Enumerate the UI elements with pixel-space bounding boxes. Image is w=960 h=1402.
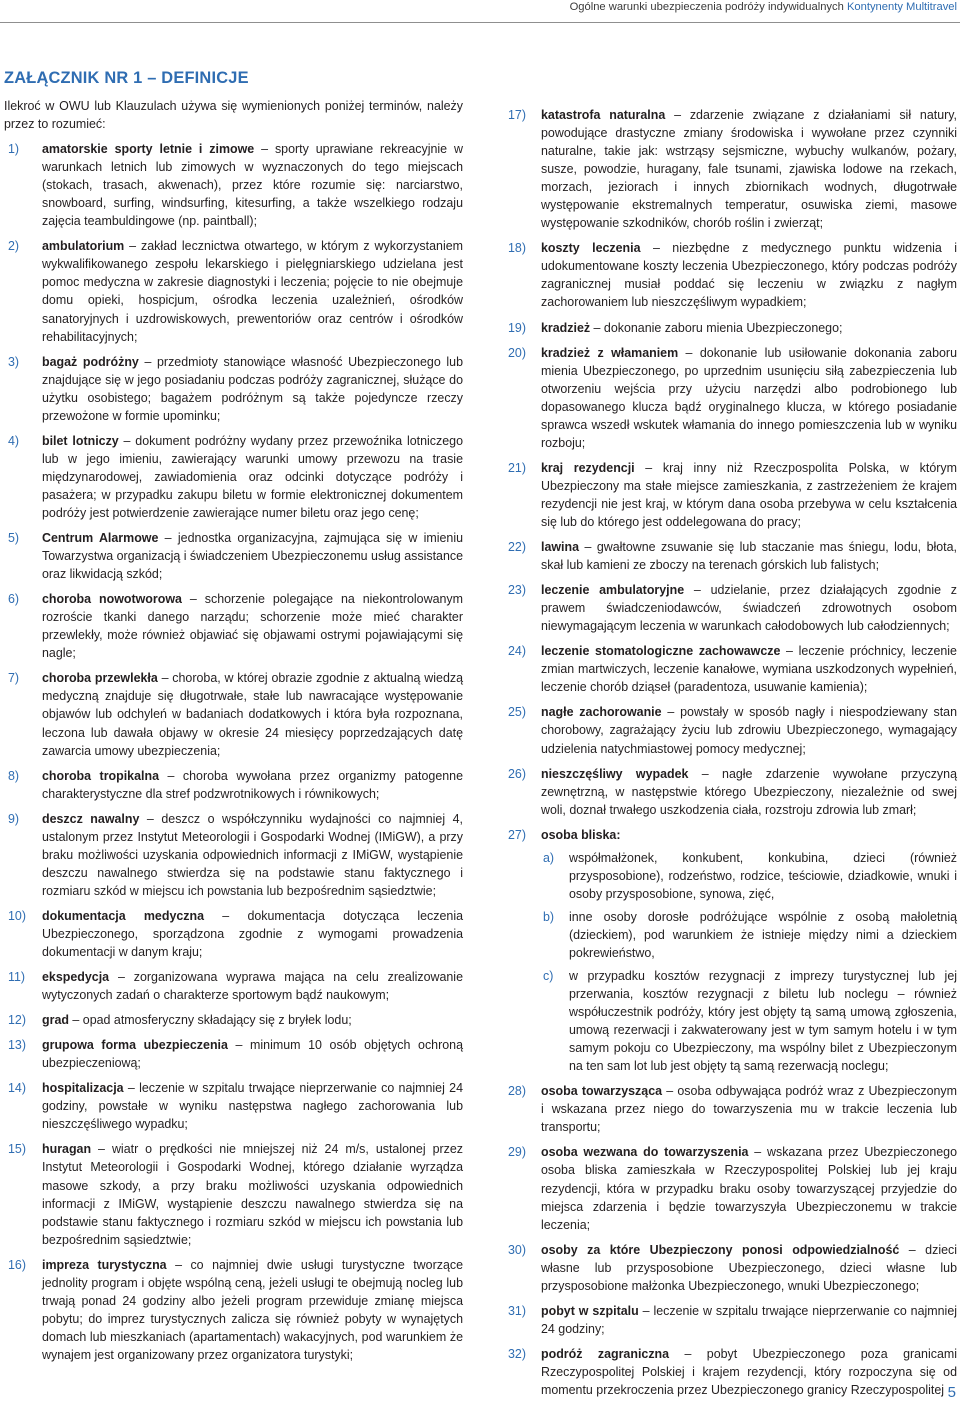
header-product-name: Kontynenty Multitravel (846, 1, 957, 13)
definition-body (42, 590, 463, 662)
definition-body (541, 1345, 957, 1399)
definition-item (503, 459, 957, 531)
definition-term: koszty leczenia (541, 241, 641, 256)
definition-item (503, 106, 957, 232)
definition-item (503, 1241, 957, 1295)
definition-number: 20) (508, 345, 526, 360)
definition-body (541, 826, 957, 844)
definition-item (503, 1082, 957, 1136)
definition-text: – wiatr o prędkości nie mniejszej niż 24 m/s, ustalonej przez Instytut Meteorologii i Gospodarki Wodnej, którego działanie wyrządza masowe szkody, a przy braku możliwości uzyskania odpowiednich informacji z IMiGW, wystąpienie deszczu nawalnego stwierdza się na podstawie stanu faktycznego i rozmiaru szkód w miejscu ich powstania lub bezpośrednim sąsiedztwie; (42, 1142, 463, 1247)
definition-text: – deszcz o współczynniku wydajności co najmniej 4, ustalonym przez Instytut Meteorologii i Gospodarki Wodnej (IMiGW), a przy braku możliwości uzyskania odpowiednich informacji z IMiGW, wystąpienie deszczu nawalnego stwierdza się na podstawie stanu faktycznego i rozmiaru szkód w miejscu ich powstania lub bezpośrednim sąsiedztwie; (42, 811, 463, 898)
definition-number: 2) (8, 239, 20, 254)
definition-body (42, 1079, 463, 1133)
definition-term: hospitalizacja (42, 1081, 124, 1096)
definition-text: – choroba, w której obrazie zgodnie z aktualną wiedzą medyczną znajduje się długotrwałe, stałe lub nawracające występowanie objawów lub odchyleń w badaniach dodatkowych i która była rozpoznana, leczona lub dawała objawy w okresie 24 miesięcy poprzedzających datę zawarcia umowy ubezpieczenia; (42, 671, 463, 758)
definition-body (42, 529, 463, 583)
definition-number: 24) (508, 644, 526, 659)
definition-term: osoba towarzysząca (541, 1084, 663, 1099)
right-column (503, 106, 957, 1399)
definition-body (541, 1241, 957, 1295)
definition-term: Centrum Alarmowe (42, 531, 159, 546)
definition-subitem (541, 967, 957, 1075)
definition-body (42, 907, 463, 961)
definition-item (4, 1036, 463, 1072)
definition-term: choroba przewlekła (42, 671, 158, 686)
subitem-letter: c) (543, 969, 554, 984)
definition-term: osoba wezwana do towarzyszenia (541, 1145, 749, 1160)
definition-term: podróż zagraniczna (541, 1346, 670, 1361)
definition-number: 17) (508, 108, 526, 122)
subitem-text: współmałżonek, konkubent, konkubina, dzieci (również przysposobione), rodzeństwo, rodzice, teściowie, dziadkowie, wnuki i osoby przysposobione, synowa, zięć, (569, 850, 957, 901)
definition-body (42, 1140, 463, 1248)
definition-term: dokumentacja medyczna (42, 908, 205, 923)
subitem-letter: b) (543, 909, 555, 924)
definition-number: 15) (8, 1142, 26, 1157)
definition-term: osoba bliska: (541, 827, 621, 842)
definition-term: grupowa forma ubezpieczenia (42, 1038, 228, 1053)
definition-body (541, 1082, 957, 1136)
definition-item (4, 237, 463, 345)
definition-item (503, 319, 957, 337)
definition-item (4, 1011, 463, 1029)
definition-number: 4) (8, 433, 20, 448)
definition-body (541, 538, 957, 574)
left-column (4, 97, 463, 1364)
definition-term: grad (42, 1013, 69, 1028)
definition-term: pobyt w szpitalu (541, 1303, 639, 1318)
definition-number: 3) (8, 354, 20, 369)
definition-text: – dokonanie zaboru mienia Ubezpieczonego; (590, 320, 843, 335)
definition-item (4, 140, 463, 230)
definition-item (4, 1256, 463, 1364)
definition-term: bilet lotniczy (42, 433, 119, 448)
definition-body (541, 642, 957, 696)
header-document-name: Ogólne warunki ubezpieczenia podróży indywidualnych (569, 1, 844, 13)
definition-text: – pobyt Ubezpieczonego poza granicami Rzeczypospolitej Polskiej i krajem rezydencji, który rozpoczyna się od momentu przekroczenia przez Ubezpieczonego granicy Rzeczypospolitej (541, 1346, 957, 1397)
definition-item (4, 767, 463, 803)
definition-term: kradzież (541, 320, 591, 335)
definition-number: 30) (508, 1242, 526, 1257)
definition-item (4, 529, 463, 583)
definition-body (42, 968, 463, 1004)
definition-term: ekspedycja (42, 970, 110, 985)
definition-body (541, 765, 957, 819)
definition-item (4, 810, 463, 900)
definition-number: 28) (508, 1084, 526, 1099)
definition-number: 11) (8, 970, 26, 985)
definition-term: kradzież z włamaniem (541, 345, 679, 360)
definition-text: – minimum 10 osób objętych ochroną ubezpieczeniową; (42, 1038, 463, 1071)
definition-term: kraj rezydencji (541, 460, 635, 475)
definition-number: 26) (508, 766, 526, 781)
definition-number: 32) (508, 1346, 526, 1361)
definition-text: – dokument podróżny wydany przez przewoźnika lotniczego lub w jego imieniu, zawierający warunki umowy przewozu na trasie międzynarodowej, zawiadomienia oraz odcinki dotyczące podróży i pasażera; w przypadku zakupu biletu w formie elektronicznej dokumentem podróży jest potwierdzenie zawierające numer biletu oraz jego cenę; (42, 433, 463, 520)
definition-body (541, 1143, 957, 1233)
definition-number: 31) (508, 1303, 526, 1318)
definition-item (503, 1143, 957, 1233)
definition-body (541, 1302, 957, 1338)
definition-text: – niezbędne z medycznego punktu widzenia i udokumentowane koszty leczenia Ubezpieczonego, który podczas podróży zagranicznej musiał poddać się leczeniu w związku z nagłym zachorowaniem lub nieszczęśliwym wypadkiem; (541, 241, 958, 310)
definition-item (503, 1345, 957, 1399)
definition-body (42, 669, 463, 759)
definition-body (42, 1011, 463, 1029)
definition-item (4, 968, 463, 1004)
definition-term: nieszczęśliwy wypadek (541, 766, 689, 781)
definition-number: 18) (508, 241, 526, 256)
definition-text: – leczenie w szpitalu trwające nieprzerwanie co najmniej 24 godziny; (541, 1303, 957, 1336)
definition-text: – zorganizowana wyprawa mająca na celu zrealizowanie wytyczonych zadań o charakterze sportowym bądź naukowym; (42, 970, 463, 1003)
intro-paragraph: Ilekroć w OWU lub Klauzulach używa się wymienionych poniżej terminów, należy przez to rozumieć: (4, 99, 463, 132)
definition-term: impreza turystyczna (42, 1257, 167, 1272)
definition-item (4, 669, 463, 759)
definition-term: katastrofa naturalna (541, 108, 666, 122)
definition-body (42, 810, 463, 900)
definition-item (503, 581, 957, 635)
definition-text: – opad atmosferyczny składający się z bryłek lodu; (68, 1013, 352, 1028)
definition-text: – sporty uprawiane rekreacyjnie w warunkach letnich lub zimowych w wyznaczonych do tego miejscach (stokach, trasach, akwenach), przez które rozumie się: narciarstwo, snowboard, surfing, windsurfing, kitesurfing, a także wszelkiego rodzaju zajęcia teambuldingowe (np. paintball); (42, 142, 463, 229)
definition-text: – dzieci własne lub przysposobione Ubezpieczonego, dzieci własne lub przysposobione małżonka Ubezpieczonego, wnuki Ubezpieczonego; (541, 1242, 957, 1293)
definition-term: nagłe zachorowanie (541, 705, 662, 720)
header-divider (0, 22, 960, 23)
definition-number: 12) (8, 1013, 26, 1028)
definition-text: – wskazana przez Ubezpieczonego osoba bliska zamieszkała w Rzeczypospolitej Polskiej lub jej kraju rezydencji, która w przypadku braku osoby towarzyszącej przyjedzie do miejsca zdarzenia i będzie towarzyszyła Ubezpieczonemu w trakcie leczenia; (541, 1145, 957, 1232)
definition-list-right (503, 106, 957, 1399)
definition-body (541, 459, 957, 531)
definition-body (42, 767, 463, 803)
definition-item (503, 239, 957, 311)
definition-text: – jednostka organizacyjna, zajmująca się w imieniu Towarzystwa organizacją i świadczeniem Ubezpieczonemu usług assistance oraz likwidacją szkód; (42, 531, 463, 582)
definition-text: – leczenie w szpitalu trwające nieprzerwanie co najmniej 24 godziny, powstałe w wyniku następstwa nagłego zachorowania lub nieszczęśliwego wypadku; (42, 1081, 463, 1132)
definition-body (541, 581, 957, 635)
definition-term: amatorskie sporty letnie i zimowe (42, 142, 255, 157)
definition-list-left (4, 140, 463, 1364)
definition-body (541, 106, 957, 232)
page-number: 5 (947, 1384, 956, 1401)
definition-text: – zakład lecznictwa otwartego, w którym z wykorzystaniem wykwalifikowanego zespołu lekarskiego i pielęgniarskiego udzielana jest pomoc medyczna w zakresie diagnostyki i leczenia; pojęcie to nie obejmuje domu opieki, hospicjum, ośrodka leczenia uzależnień, ośrodków sanatoryjnych i uzdrowiskowych, prewentoriów oraz centrów i ośrodków rehabilitacyjnych; (42, 239, 463, 344)
definition-item (503, 344, 957, 452)
definition-term: leczenie ambulatoryjne (541, 583, 685, 598)
running-header (570, 0, 957, 14)
definition-item (503, 765, 957, 819)
definition-item (503, 538, 957, 574)
subitem-letter: a) (543, 850, 555, 865)
definition-number: 9) (8, 811, 20, 826)
definition-term: choroba nowotworowa (42, 592, 182, 607)
definition-item (503, 1302, 957, 1338)
definition-text: – osoba odbywająca podróż wraz z Ubezpieczonym i wskazana przez niego do towarzyszenia mu w trakcie leczenia lub transportu; (541, 1084, 958, 1135)
definition-term: osoby za które Ubezpieczony ponosi odpowiedzialność (541, 1242, 900, 1257)
definition-text: – gwałtowne zsuwanie się lub staczanie mas śniegu, lodu, błota, skał lub kamieni ze zboczy na terenach górskich lub falistych; (541, 540, 957, 573)
definition-term: bagaż podróżny (42, 354, 139, 369)
definition-body (42, 353, 463, 425)
definition-number: 1) (8, 142, 20, 157)
definition-body (541, 344, 957, 452)
definition-number: 14) (8, 1081, 26, 1096)
definition-number: 19) (508, 320, 526, 335)
definition-text: – dokonanie lub usiłowanie dokonania zaboru mienia Ubezpieczonego, po uprzednim usunięciu siłą zabezpieczenia lub otworzeniu wejścia przy użyciu narzędzi albo podrobionego lub dopasowanego klucza bądź oryginalnego klucza, w którego posiadanie sprawca wszedł wskutek włamania do innego pomieszczenia lub w wyniku rozboju; (541, 345, 957, 450)
subitem-text: w przypadku kosztów rezygnacji z imprezy turystycznej lub jej przerwania, kosztów rezygnacji z biletu lub noclegu – również współuczestnik podróży, który jest objęty tą samą umową zgłoszenia, umową rezerwacji i zakwaterowany jest w tym samym hotelu i w tym samym pokoju co Ubezpieczony, ma wspólny bilet z Ubezpieczonym na ten sam lot lub jest objęty tą samą rezerwacją noclegu; (569, 969, 957, 1074)
definition-subitem (541, 849, 957, 903)
definition-number: 23) (508, 583, 526, 598)
definition-text: – dokumentacja dotycząca leczenia Ubezpieczonego, sporządzona zgodnie z wymogami prowadzenia dokumentacji w danym kraju; (42, 908, 464, 960)
definition-item (4, 590, 463, 662)
definition-number: 5) (8, 531, 20, 546)
definition-body (42, 237, 463, 345)
page-title: ZAŁĄCZNIK NR 1 – DEFINICJE (4, 69, 249, 87)
subitem-text: inne osoby dorosłe podróżujące wspólnie z osobą małoletnią (dzieckiem), pod warunkiem że istnieje między nimi a dzieckiem pokrewieństwo, (569, 909, 957, 960)
definition-body (42, 1256, 463, 1364)
definition-item (503, 642, 957, 696)
definition-number: 16) (8, 1257, 26, 1272)
definition-item (4, 1140, 463, 1248)
definition-term: leczenie stomatologiczne zachowawcze (541, 644, 781, 659)
definition-text: – nagłe zdarzenie wywołane przyczyną zewnętrzną, w następstwie którego Ubezpieczony, niezależnie od swej woli, doznał trwałego uszkodzenia ciała, rozstroju zdrowia lub zmarł; (541, 766, 957, 817)
definition-item (503, 826, 957, 1076)
definition-text: – choroba wywołana przez organizmy patogenne charakterystyczne dla stref podzwrotnikowych i równikowych; (42, 768, 463, 801)
definition-number: 10) (8, 908, 26, 923)
definition-item (4, 353, 463, 425)
definition-subitem (541, 908, 957, 962)
definition-term: choroba tropikalna (42, 768, 159, 783)
definition-item (4, 907, 463, 961)
definition-item (503, 703, 957, 757)
definition-item (4, 432, 463, 522)
definition-text: – udzielanie, przez działających zgodnie z prawem świadczeniodawców, świadczeń zdrowotnych osobom niewymagającym leczenia w warunkach całodobowych lub całodziennych; (541, 583, 957, 634)
definition-body (42, 1036, 463, 1072)
definition-item (4, 1079, 463, 1133)
definition-number: 21) (508, 460, 526, 475)
definition-number: 8) (8, 768, 20, 783)
definition-body (541, 239, 957, 311)
definition-term: lawina (541, 540, 580, 555)
definition-number: 29) (508, 1145, 526, 1160)
definition-number: 6) (8, 592, 20, 607)
definition-number: 22) (508, 540, 526, 555)
definition-number: 27) (508, 827, 526, 842)
definition-text: – schorzenie polegające na niekontrolowanym rozroście tkanki danego narządu; schorzenie może mieć charakter przewlekły, może również objawiać się objawami ostrymi pojawiającymi się nagle; (42, 592, 463, 661)
definition-text: – powstały w sposób nagły i niespodziewany stan chorobowy, zagrażający życiu lub zdrowiu Ubezpieczonego, wymagający udzielenia natychmiastowej pomocy medycznej; (541, 705, 958, 756)
definition-text: – leczenie próchnicy, leczenie zmian martwiczych, leczenie kanałowe, wymiana uszkodzonych wypełnień, leczenie chorób dziąseł (paradentoza, usuwanie kamienia); (541, 644, 957, 695)
definition-number: 7) (8, 671, 20, 686)
definition-number: 25) (508, 705, 526, 720)
definition-body (42, 432, 463, 522)
definition-number: 13) (8, 1038, 26, 1053)
definition-term: huragan (42, 1142, 92, 1157)
definition-term: ambulatorium (42, 239, 125, 254)
definition-body (42, 140, 463, 230)
definition-term: deszcz nawalny (42, 811, 140, 826)
definition-body (541, 703, 957, 757)
definition-body (541, 319, 957, 337)
definition-text: – kraj inny niż Rzeczpospolita Polska, w którym Ubezpieczony ma stałe miejsce zamieszkania, z zastrzeżeniem że krajem rezydencji nie jest kraj, w którym dana osoba przebywa w celu kształcenia się lub do którego jest oddelegowana do pracy; (541, 460, 957, 529)
definition-text: – co najmniej dwie usługi turystyczne tworzące jednolity program i objęte wspólną ceną, jeżeli usługi te obejmują nocleg lub trwają ponad 24 godziny albo jeżeli program przewiduje zmianę miejsca pobytu; do imprez turystycznych zalicza się również pobyty w wynajętych domach lub mieszkaniach (apartamentach) wakacyjnych, pod warunkiem że wynajem jest organizowany przez organizatora turystyki; (42, 1257, 463, 1362)
definition-text: – przedmioty stanowiące własność Ubezpieczonego lub znajdujące się w jego posiadaniu podczas podróży zagranicznej, służące do użytku osobistego; bagażem podróżnym są także pojedyncze rzeczy przewożone w formie upominku; (42, 354, 463, 423)
definition-text: – zdarzenie związane z działaniami sił natury, powodujące drastyczne zmiany środowiska i wywołane przez czynniki naturalne, takie jak: wstrząsy sejsmiczne, wybuchy wulkanów, pożary, susze, powodzie, huragany, fale tsunami, zjawiska lodowe na rzekach, morzach, jeziorach i innych zbiornikach wodnych, długotrwałe występowanie ekstremalnych temperatur, osuwiska ziemi, masowe występowanie szkodników, chorób roślin i zwierząt; (541, 108, 958, 231)
